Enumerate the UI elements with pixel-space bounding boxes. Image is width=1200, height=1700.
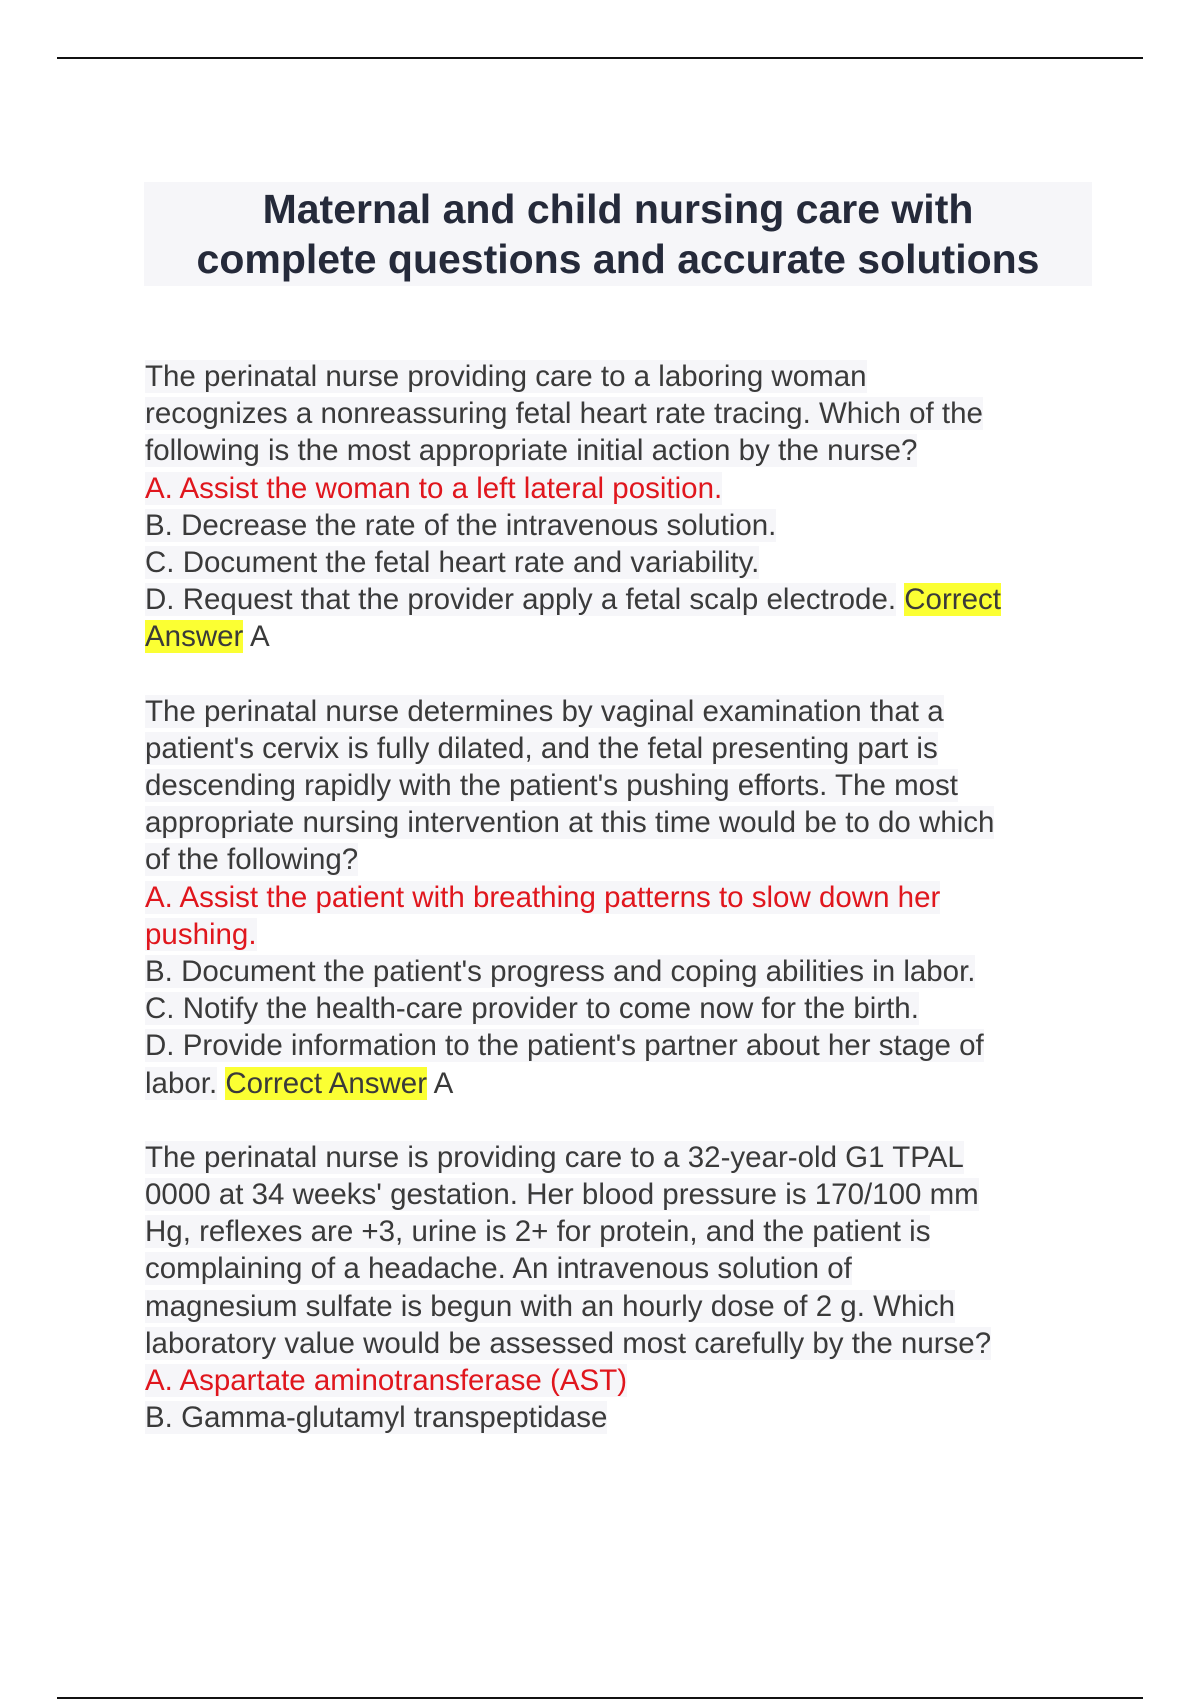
question-stem-line: The perinatal nurse determines by vaginal examination that a [145,694,944,728]
answer-value: A [249,620,270,654]
question-stem-line: magnesium sulfate is begun with an hourly dose of 2 g. Which [145,1289,956,1323]
question-stem-line: Hg, reflexes are +3, urine is 2+ for protein, and the patient is [145,1215,931,1249]
option-a-correct: A. Aspartate aminotransferase (AST) [145,1364,628,1398]
title-line-1: Maternal and child nursing care with [262,186,974,232]
bottom-rule [57,1697,1143,1699]
option-c: C. Notify the health-care provider to come now for the birth. [145,992,919,1026]
document-title [144,182,1092,286]
option-a-correct: A. Assist the woman to a left lateral position. [145,471,723,505]
question-stem-line: descending rapidly with the patient's pushing efforts. The most [145,769,958,803]
title-line-2: complete questions and accurate solutions [196,236,1040,282]
correct-answer-label: Answer [145,620,244,654]
option-a-correct: pushing. [145,917,257,951]
option-d: D. Request that the provider apply a fetal scalp electrode. [145,583,897,617]
question-3 [145,1139,1095,1437]
correct-answer-label: Correct [904,583,1001,617]
question-stem-line: The perinatal nurse providing care to a laboring woman [145,360,867,393]
correct-answer-label: Correct Answer [225,1066,428,1100]
option-b: B. Gamma-glutamyl transpeptidase [145,1401,608,1435]
document-body [145,358,1095,1473]
answer-value: A [433,1066,454,1100]
question-stem-line: 0000 at 34 weeks' gestation. Her blood pressure is 170/100 mm [145,1178,979,1212]
top-rule [57,57,1143,59]
question-stem-line: patient's cervix is fully dilated, and the fetal presenting part is [145,731,938,765]
question-stem-line: laboratory value would be assessed most carefully by the nurse? [145,1326,992,1360]
question-stem-line: complaining of a headache. An intravenous solution of [145,1252,852,1286]
question-stem-line: of the following? [145,843,359,877]
option-d: labor. [145,1066,218,1100]
option-b: B. Document the patient's progress and coping abilities in labor. [145,955,976,989]
question-stem-line: appropriate nursing intervention at this time would be to do which [145,806,995,840]
option-c: C. Document the fetal heart rate and variability. [145,546,760,580]
option-b: B. Decrease the rate of the intravenous solution. [145,508,777,542]
question-1 [145,358,1095,656]
question-stem-line: The perinatal nurse is providing care to a 32-year-old G1 TPAL [145,1140,964,1174]
question-stem-line: recognizes a nonreassuring fetal heart rate tracing. Which of the [145,397,983,431]
question-2 [145,693,1095,1102]
option-d: D. Provide information to the patient's partner about her stage of [145,1029,984,1063]
option-a-correct: A. Assist the patient with breathing patterns to slow down her [145,880,941,914]
question-stem-line: following is the most appropriate initial action by the nurse? [145,434,918,468]
